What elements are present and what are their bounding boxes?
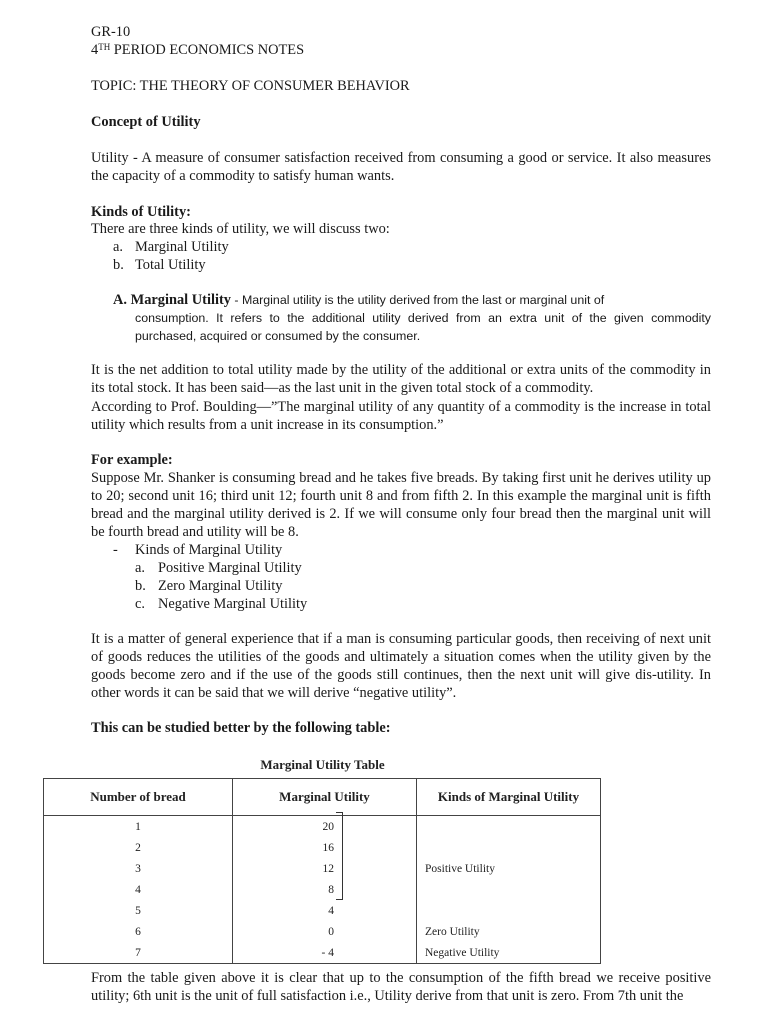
concept-heading: Concept of Utility	[91, 114, 201, 130]
table-header-row	[44, 779, 601, 816]
mu-dash: -	[230, 293, 242, 307]
list-marker: b.	[135, 578, 146, 594]
list-item	[91, 256, 711, 274]
positive-utility-brace	[336, 812, 343, 900]
table-row	[44, 816, 601, 838]
table-lead: This can be studied better by the following table:	[91, 720, 391, 736]
list-item	[91, 595, 711, 613]
header-kinds: Kinds of Marginal Utility	[417, 779, 601, 816]
list-item	[91, 541, 711, 559]
period-number: 4	[91, 42, 99, 58]
cell-number: 7	[44, 942, 233, 964]
cell-number: 1	[44, 816, 233, 838]
header-marginal-utility: Marginal Utility	[233, 779, 417, 816]
table-row	[44, 879, 601, 900]
cell-number: 4	[44, 879, 233, 900]
cell-mu: 16	[233, 837, 417, 858]
list-item	[91, 559, 711, 577]
list-label: Marginal Utility	[135, 239, 229, 255]
list-marker: b.	[113, 257, 124, 273]
cell-kind: Negative Utility	[417, 942, 601, 964]
marginal-utility-table	[43, 778, 601, 964]
list-label: Total Utility	[135, 257, 206, 273]
period-superscript: TH	[98, 42, 111, 52]
kinds-intro: There are three kinds of utility, we will discuss two:	[91, 221, 390, 237]
table-row	[44, 858, 601, 879]
list-item	[91, 238, 711, 256]
list-item	[91, 577, 711, 595]
cell-kind	[417, 879, 601, 900]
list-label: Kinds of Marginal Utility	[135, 542, 283, 558]
table-title: Marginal Utility Table	[260, 757, 385, 772]
mu-title: Marginal Utility	[130, 292, 231, 308]
table-row	[44, 837, 601, 858]
mu-text-rest: consumption. It refers to the additional utility derived from an extra unit of the given commodity purchased, acquired or consumed by the consumer.	[135, 311, 711, 343]
utility-definition: Utility - A measure of consumer satisfaction received from consuming a good or service. It also measures the capacity of a commodity to satisfy human wants.	[91, 150, 711, 184]
cell-kind	[417, 837, 601, 858]
marginal-utility-section	[113, 291, 711, 345]
para-net-addition: It is the net addition to total utility made by the utility of the additional or extra units of the commodity in its total stock. It has been said—as the last unit in the given total stock of a commodity.	[91, 362, 711, 396]
period-rest: PERIOD ECONOMICS NOTES	[110, 42, 305, 58]
table-row	[44, 900, 601, 921]
mu-first-line	[113, 291, 711, 309]
para-boulding: According to Prof. Boulding—”The marginal utility of any quantity of a commodity is the increase in total utility which results from a unit increase in its consumption.”	[91, 399, 711, 433]
para-conclusion: From the table given above it is clear that up to the consumption of the fifth bread we receive positive utility; 6th unit is the unit of full satisfaction i.e., Utility derive from that unit is zero. From 7th unit the	[91, 970, 711, 1004]
list-marker: a.	[113, 239, 123, 255]
header	[91, 23, 711, 59]
example-text: Suppose Mr. Shanker is consuming bread and he takes five breads. By taking first unit he derives utility up to 20; second unit 16; third unit 12; fourth unit 8 and from fifth 2. In this example the marginal unit is fifth bread and the marginal utility derived is 2. If we will consume only four bread then the marginal unit will be fourth bread and utility will be 8.	[91, 470, 711, 540]
cell-number: 6	[44, 921, 233, 942]
topic-title: TOPIC: THE THEORY OF CONSUMER BEHAVIOR	[91, 78, 410, 94]
table-row	[44, 942, 601, 964]
table-row	[44, 921, 601, 942]
example-heading: For example:	[91, 452, 173, 468]
cell-mu: - 4	[233, 942, 417, 964]
kinds-mu-sublist	[91, 559, 711, 613]
cell-kind	[417, 816, 601, 838]
kinds-list	[91, 238, 711, 274]
list-label: Zero Marginal Utility	[158, 578, 283, 594]
cell-mu: 20	[233, 816, 417, 838]
kinds-mu-list	[91, 541, 711, 559]
cell-mu: 4	[233, 900, 417, 921]
cell-number: 2	[44, 837, 233, 858]
cell-kind: Positive Utility	[417, 858, 601, 879]
cell-kind: Zero Utility	[417, 921, 601, 942]
grade-code: GR-10	[91, 24, 131, 40]
list-label: Positive Marginal Utility	[158, 560, 302, 576]
cell-number: 3	[44, 858, 233, 879]
cell-mu: 8	[233, 879, 417, 900]
header-number-of-bread: Number of bread	[44, 779, 233, 816]
list-marker: c.	[135, 596, 145, 612]
list-marker: a.	[135, 560, 145, 576]
period-title	[91, 41, 711, 59]
mu-text-first: Marginal utility is the utility derived from the last or marginal unit of	[241, 293, 605, 307]
cell-kind	[417, 900, 601, 921]
mu-marker: A.	[113, 292, 127, 308]
kinds-heading: Kinds of Utility:	[91, 204, 191, 220]
cell-mu: 0	[233, 921, 417, 942]
para-experience: It is a matter of general experience that if a man is consuming particular goods, then receiving of next unit of goods reduces the utilities of the goods and ultimately a situation comes when the utility given by the goods become zero and if the use of the goods still continues, then the next unit will give dis-utility. In other words it can be said that we will derive “negative utility”.	[91, 631, 711, 701]
list-marker: -	[113, 542, 118, 558]
cell-number: 5	[44, 900, 233, 921]
cell-mu: 12	[233, 858, 417, 879]
list-label: Negative Marginal Utility	[158, 596, 308, 612]
